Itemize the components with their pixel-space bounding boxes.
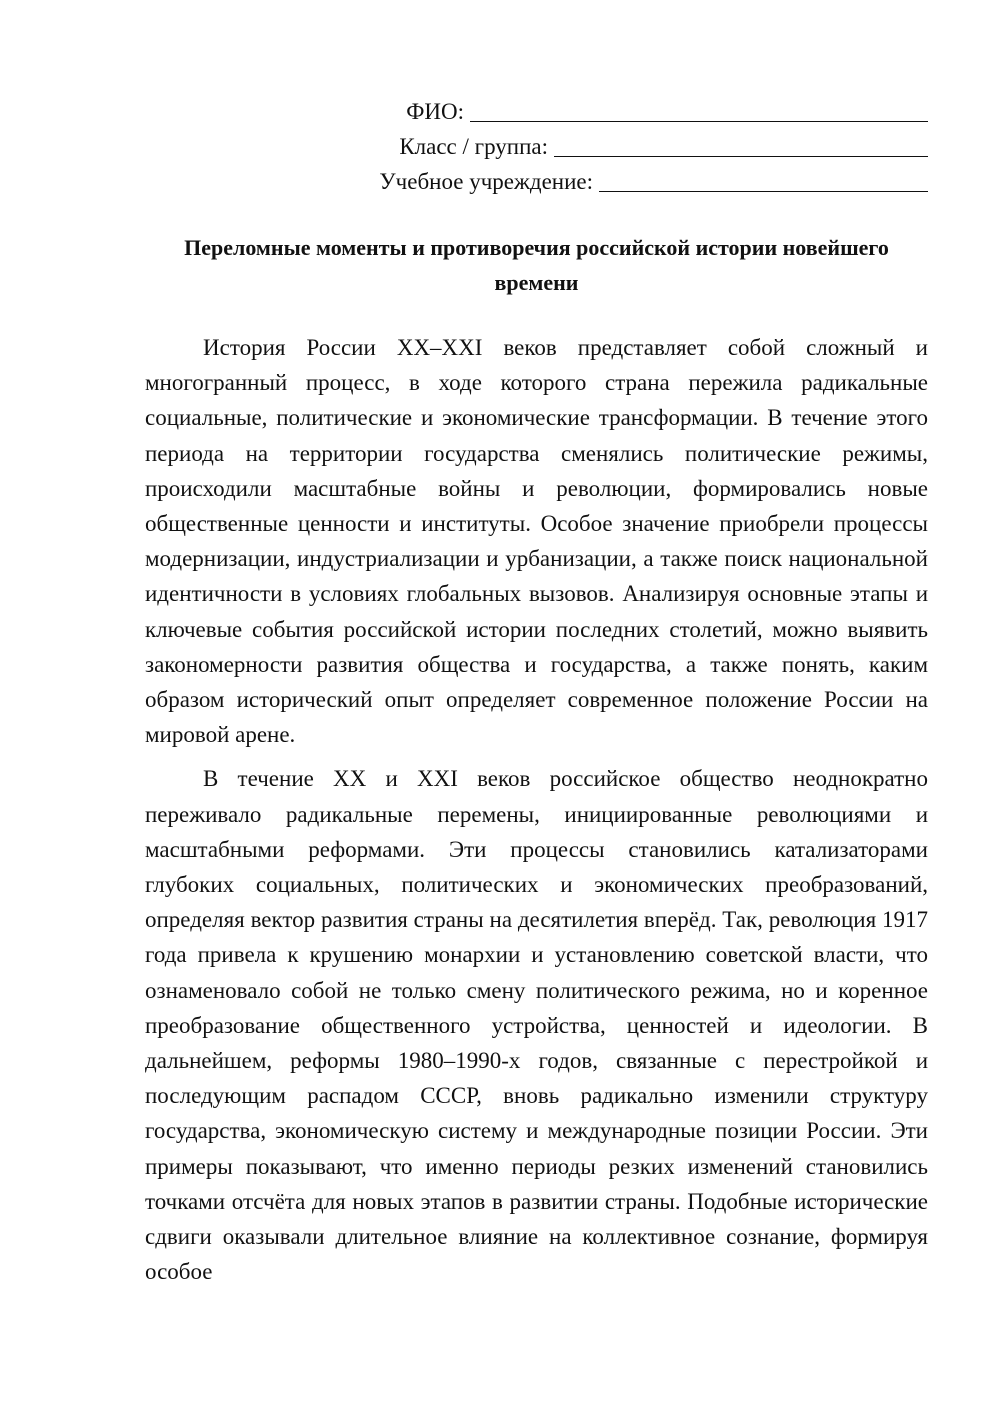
class-row: [308, 129, 928, 164]
fio-label: ФИО:: [406, 99, 464, 124]
school-label: Учебное учреждение:: [379, 169, 593, 194]
body-paragraph-1: История России XX–XXI веков представляет собой сложный и многогранный процесс, в ходе которого страна пережила радикальные социальные, политические и экономические трансформации. В течение этого периода на территории государства сменялись политические режимы, происходили масштабные войны и революции, формировались новые общественные ценности и институты. Особое значение приобрели процессы модернизации, индустриализации и урбанизации, а также поиск национальной идентичности в условиях глобальных вызовов. Анализируя основные этапы и ключевые события российской истории последних столетий, можно выявить закономерности развития общества и государства, а также понять, каким образом исторический опыт определяет современное положение России на мировой арене.: [145, 335, 928, 748]
school-row: [308, 164, 928, 199]
body-paragraph-2: В течение XX и XXI веков российское общество неоднократно переживало радикальные перемены, инициированные революциями и масштабными реформами. Эти процессы становились катализаторами глубоких социальных, политических и экономических преобразований, определяя вектор развития страны на десятилетия вперёд. Так, революция 1917 года привела к крушению монархии и установлению советской власти, что ознаменовало собой не только смену политического режима, но и коренное преобразование общественного устройства, ценностей и идеологии. В дальнейшем, реформы 1980–1990-х годов, связанные с перестройкой и последующим распадом СССР, вновь радикально изменили структуру государства, экономическую систему и международные позиции России. Эти примеры показывают, что именно периоды резких изменений становились точками отсчёта для новых этапов в развитии страны. Подобные исторические сдвиги оказывали длительное влияние на коллективное сознание, формируя особое: [145, 766, 928, 1285]
student-info-block: [308, 94, 928, 199]
document-title: Переломные моменты и противоречия российской истории новейшего времени: [184, 235, 889, 295]
class-label: Класс / группа:: [399, 134, 548, 159]
document-body: [145, 330, 928, 1298]
fio-blank-line: [470, 97, 928, 122]
fio-row: [308, 94, 928, 129]
class-blank-line: [554, 132, 928, 157]
school-blank-line: [599, 167, 928, 192]
